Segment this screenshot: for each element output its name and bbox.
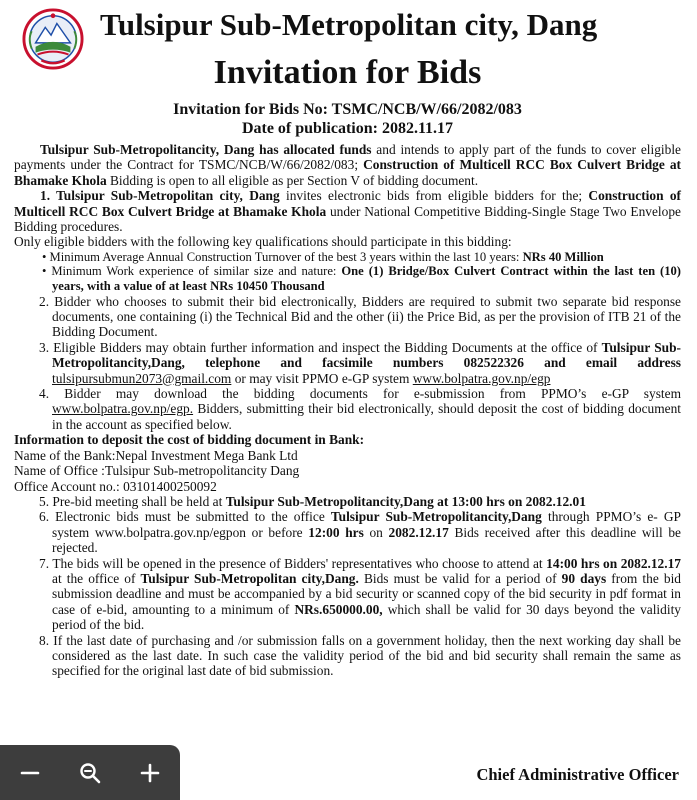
- egp-download-link[interactable]: www.bolpatra.gov.np/egp.: [52, 401, 194, 417]
- zoom-toolbar: [0, 745, 180, 800]
- qualifications-intro: Only eligible bidders with the following key qualifications should participate in this bidding:: [14, 234, 512, 250]
- qualification-turnover: • Minimum Average Annual Construction Turnover of the best 3 years within the last 10 years: NRs 40 Million: [42, 249, 604, 264]
- clause-7: 7. The bids will be opened in the presence of Bidders' representatives who choose to attend at 14:00 hrs on 2082.12.17 at the office of Tulsipur Sub-Metropolitan city,Dang. Bids must be valid for a period of 90 days from the bid submission deadline and must be accompanied by a bid security or scanned copy of the bid security in pdf format in case of e-bid, amounting to a minimum of NRs.650000.00, which shall be valid for 30 days beyond the validity period of the bid.: [39, 555, 681, 633]
- email-link[interactable]: tulsipursubmun2073@gmail.com: [52, 370, 232, 386]
- egp-link[interactable]: www.bolpatra.gov.np/egp: [412, 370, 551, 386]
- organization-title: Tulsipur Sub-Metropolitan city, Dang: [100, 7, 598, 42]
- clause-5: 5. Pre-bid meeting shall be held at Tulsipur Sub-Metropolitancity,Dang at 13:00 hrs on 2082.12.01: [39, 493, 586, 509]
- intro-paragraph: Tulsipur Sub-Metropolitancity, Dang has allocated funds and intends to apply part of the funds to cover eligible payments under the Contract for TSMC/NCB/W/66/2082/083; Construction of Multicell RCC Box Culvert Bridge at Bhamake Khola Bidding is open to all eligible as per Section V of bidding document.: [14, 142, 682, 188]
- publication-date: Date of publication: 2082.11.17: [241, 120, 454, 137]
- bank-name: Name of the Bank:Nepal Investment Mega Bank Ltd: [14, 447, 298, 463]
- clause-8: 8. If the last date of purchasing and /or submission falls on a government holiday, then the next working day shall be considered as the last date. In such case the validity period of the bid and bid security shall remain the same as specified for the original last date of bid submission.: [39, 632, 681, 679]
- plus-icon: [138, 761, 162, 785]
- zoom-out-button[interactable]: [10, 753, 50, 793]
- notice-header: [14, 4, 681, 96]
- clause-4: 4. Bidder may download the bidding documents for e-submission from PPMO’s e-GP system www.bolpatra.gov.np/egp. Bidders, submitting their bid electronically, should deposit the cost of bidding document in the account as specified below.: [39, 386, 681, 432]
- qualification-experience: • Minimum Work experience of similar size and nature: One (1) Bridge/Box Culvert Contract within the last ten (10) years, with a value of at least NRs 10450 Thousand: [42, 264, 681, 294]
- zoom-in-button[interactable]: [130, 753, 170, 793]
- zoom-reset-button[interactable]: [70, 753, 110, 793]
- magnifier-icon: [78, 761, 102, 785]
- office-name: Name of Office :Tulsipur Sub-metropolitancity Dang: [14, 463, 300, 479]
- clause-3: 3. Eligible Bidders may obtain further information and inspect the Bidding Documents at the office of Tulsipur Sub-Metropolitancity,Dang, telephone and facsimile numbers 082522326 and email address tulsipursubmun2073@gmail.com or may visit PPMO e-GP system www.bolpatra.gov.np/egp: [39, 339, 681, 386]
- clause-2: 2. Bidder who chooses to submit their bid electronically, Bidders are required to submit two separate bid response documents, one containing (i) the Technical Bid and the other (ii) the Price Bid, as per the provision of ITB 21 of the Bidding Document.: [39, 293, 681, 340]
- clause-1: 1. Tulsipur Sub-Metropolitan city, Dang invites electronic bids from eligible bidders for the; Construction of Multicell RCC Box Culvert Bridge at Bhamake Khola under National Competitive Bidding-Single Stage Two Envelope Bidding procedures.: [14, 188, 681, 235]
- ifb-number: Invitation for Bids No: TSMC/NCB/W/66/2082/083: [173, 101, 522, 118]
- notice-title: Invitation for Bids: [213, 54, 482, 91]
- minus-icon: [18, 761, 42, 785]
- signatory-title: Chief Administrative Officer: [476, 765, 679, 784]
- office-account: Office Account no.: 03101400250092: [14, 478, 217, 494]
- bank-info-heading: Information to deposit the cost of bidding document in Bank:: [14, 432, 365, 448]
- clause-6: 6. Electronic bids must be submitted to the office Tulsipur Sub-Metropolitancity,Dang through PPMO’s e- GP system www.bolpatra.gov.np/egpon or before 12:00 hrs on 2082.12.17 Bids received after this deadline will be rejected.: [39, 509, 682, 556]
